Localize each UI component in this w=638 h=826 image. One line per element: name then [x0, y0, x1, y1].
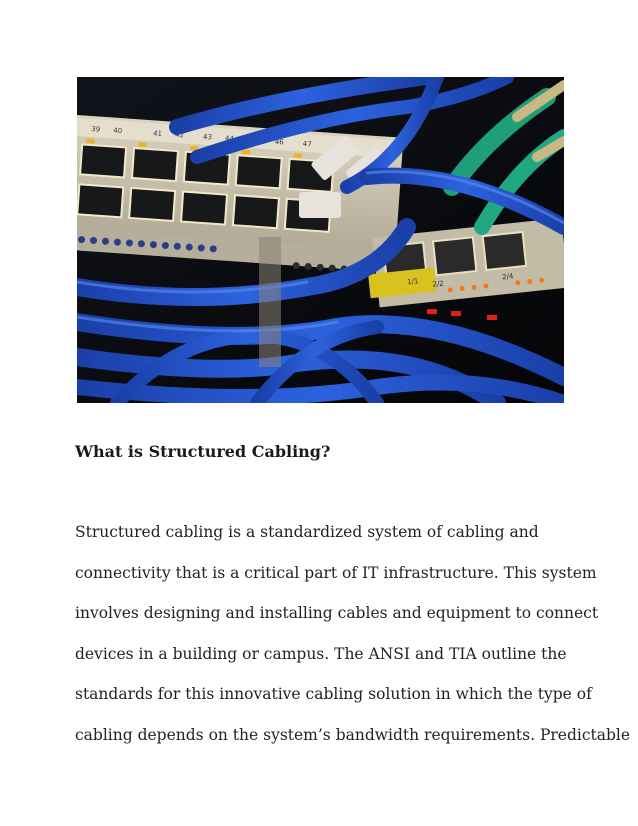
body-paragraph: [75, 512, 631, 756]
port-label: 46: [274, 137, 285, 147]
port-label: 1/1: [406, 277, 419, 287]
port-label: 2/2: [432, 279, 445, 289]
paragraph-line: standards for this innovative cabling solution in which the type of: [75, 685, 592, 704]
port-label: 47: [302, 139, 312, 149]
port-label: 44: [224, 134, 235, 143]
port-label: 43: [202, 132, 213, 142]
paragraph-line: involves designing and installing cables and equipment to connect: [75, 604, 599, 623]
section-heading: What is Structured Cabling?: [75, 442, 331, 461]
paragraph-line: cabling depends on the system’s bandwidth requirements. Predictable: [75, 725, 631, 744]
port-label: 2/4: [501, 272, 514, 282]
paragraph-line: connectivity that is a critical part of IT infrastructure. This system: [75, 563, 597, 582]
paragraph-line: Structured cabling is a standardized system of cabling and: [75, 523, 539, 541]
port-label: 39: [91, 125, 101, 134]
network-switch-photo: [77, 77, 564, 403]
port-label: 42: [174, 130, 185, 140]
port-label: 40: [112, 126, 123, 136]
port-label: 45: [252, 136, 263, 145]
paragraph-line: devices in a building or campus. The ANSI and TIA outline the: [75, 644, 567, 663]
port-label: 41: [152, 129, 163, 138]
